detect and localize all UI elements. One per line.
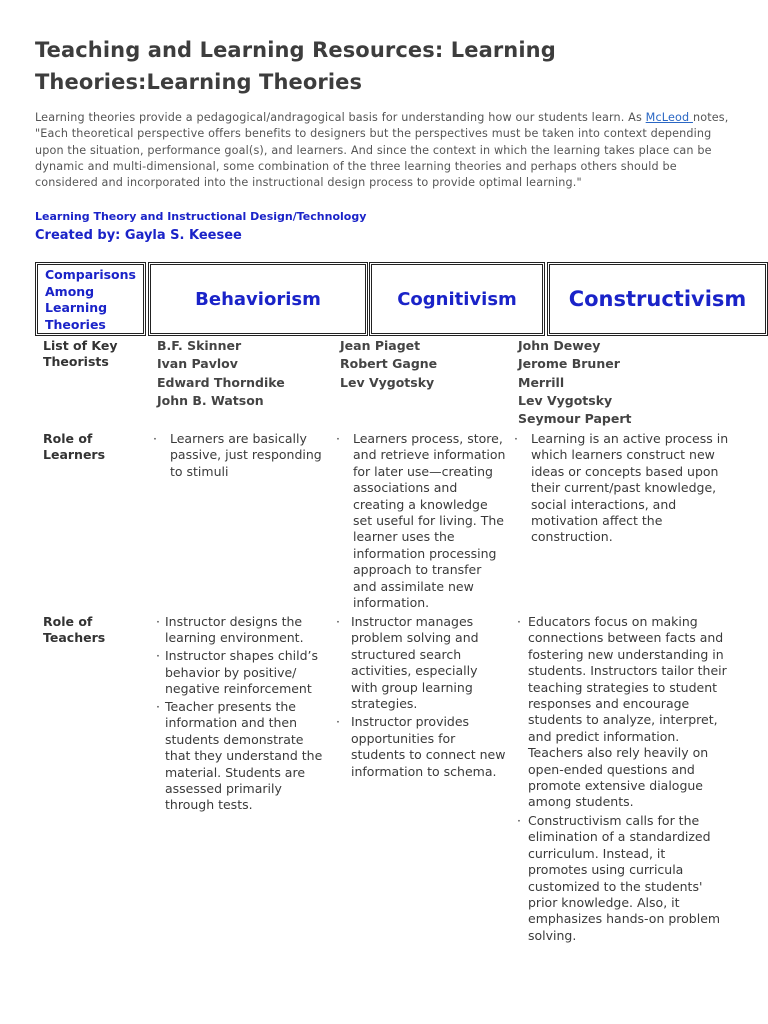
bullet-text: Instructor manages problem solving and structured search activities, especially with group learning strategies.	[351, 614, 479, 712]
document-page	[35, 34, 735, 244]
learners-constructivism	[514, 431, 730, 546]
creator-line: Created by: Gayla S. Keesee	[35, 228, 242, 244]
theorist-name: Lev Vygotsky	[340, 374, 435, 390]
bullet-item	[514, 431, 730, 546]
theorist-name: Merrill	[518, 374, 565, 390]
bullet-text: Learners are basically passive, just responding to stimuli	[170, 431, 322, 479]
table-header-row	[35, 262, 747, 336]
bullet-dot: ·	[336, 431, 340, 446]
theorist-name: John Dewey	[518, 338, 601, 353]
theorist-name: B.F. Skinner	[157, 338, 242, 353]
intro-text-end: notes, "Each theoretical perspective offers benefits to designers but the perspectives must be taken into context depending upon the situation, performance goal(s), and learners. And since the context in which the learning takes place can be dynamic and multi-dimensional, some combination of the three learning theories and perhaps others should be considered and incorporated into the instructional design process to provide optimal learning."	[35, 111, 729, 190]
theorist-name: Ivan Pavlov	[157, 356, 238, 372]
bullet-item	[156, 648, 328, 697]
bullet-text: Learners process, store, and retrieve information for later use—creating associations and creating a knowledge set useful for living. The learner uses the information processing approach to transfer and assimilate new information.	[353, 431, 506, 611]
mcleod-link[interactable]: McLeod	[645, 111, 693, 124]
theorist-name: Jerome Bruner	[518, 356, 620, 372]
bullet-text: Instructor provides opportunities for students to connect new information to schema.	[351, 714, 506, 779]
bullet-item	[156, 699, 328, 814]
row-label-theorists: List of Key Theorists	[43, 338, 118, 370]
intro-text-start: Learning theories provide a pedagogical/andragogical basis for understanding how our students learn. As	[35, 111, 646, 124]
teachers-behaviorism	[156, 614, 328, 814]
bullet-item	[153, 431, 325, 480]
teachers-constructivism	[517, 614, 727, 944]
theorist-name: Lev Vygotsky	[518, 392, 613, 408]
bullet-text: Constructivism calls for the elimination of a standardized curriculum. Instead, it promotes using curricula customized to the students' prior knowledge. Also, it emphasizes hands-on problem solving.	[528, 812, 721, 943]
bullet-dot: ·	[336, 714, 340, 730]
bullet-dot: ·	[514, 431, 518, 446]
header-constructivism: Constructivism	[547, 262, 768, 336]
row-label-teachers: Role of Teachers	[43, 614, 106, 646]
bullet-dot: ·	[153, 431, 157, 446]
header-behaviorism: Behaviorism	[148, 262, 368, 336]
theorists-constructivism	[518, 337, 728, 428]
bullet-dot: ·	[517, 614, 521, 629]
theorists-behaviorism	[157, 337, 327, 410]
bullet-text: Educators focus on making connections between facts and fostering new understanding in students. Instructors tailor their teaching strategies to student responses and encourage students to analyze, interpret, and predict information. Teachers also rely heavily on open-ended questions and promote extensive dialogue among students.	[528, 614, 727, 810]
bullet-item	[517, 813, 727, 944]
bullet-item	[336, 614, 506, 712]
subheading: Learning Theory and Instructional Design/Technology	[35, 210, 367, 224]
theorist-name: Seymour Papert	[518, 411, 632, 427]
teachers-cognitivism	[336, 614, 506, 780]
theorist-name: John B. Watson	[157, 392, 264, 408]
bullet-text: Instructor shapes child’s behavior by positive/ negative reinforcement	[165, 648, 318, 697]
theorist-name: Jean Piaget	[340, 338, 421, 353]
bullet-dot: ·	[156, 699, 160, 715]
bullet-dot: ·	[517, 812, 521, 828]
bullet-text: Instructor designs the learning environment.	[165, 614, 304, 646]
learners-behaviorism	[153, 431, 325, 480]
bullet-text: Teacher presents the information and then students demonstrate that they understand the material. Students are assessed primarily through tests.	[165, 699, 323, 813]
page-title: Teaching and Learning Resources: Learning Theories:Learning Theories	[35, 38, 556, 94]
bullet-dot: ·	[156, 614, 160, 629]
bullet-text: Learning is an active process in which learners construct new ideas or concepts based upon their current/past knowledge, social interactions, and motivation affect the construction.	[531, 431, 729, 545]
header-comparisons: Comparisons Among Learning Theories	[35, 262, 146, 336]
bullet-dot: ·	[336, 614, 340, 629]
theorists-cognitivism	[340, 337, 505, 392]
bullet-item	[517, 614, 727, 811]
theorist-name: Edward Thorndike	[157, 374, 285, 390]
header-cognitivism: Cognitivism	[369, 262, 545, 336]
bullet-item	[156, 614, 328, 647]
row-label-learners: Role of Learners	[43, 431, 106, 463]
bullet-item	[336, 431, 506, 611]
theorist-name: Robert Gagne	[340, 356, 438, 372]
bullet-dot: ·	[156, 648, 160, 664]
intro-paragraph	[35, 110, 735, 191]
learners-cognitivism	[336, 431, 506, 611]
bullet-item	[336, 714, 506, 780]
